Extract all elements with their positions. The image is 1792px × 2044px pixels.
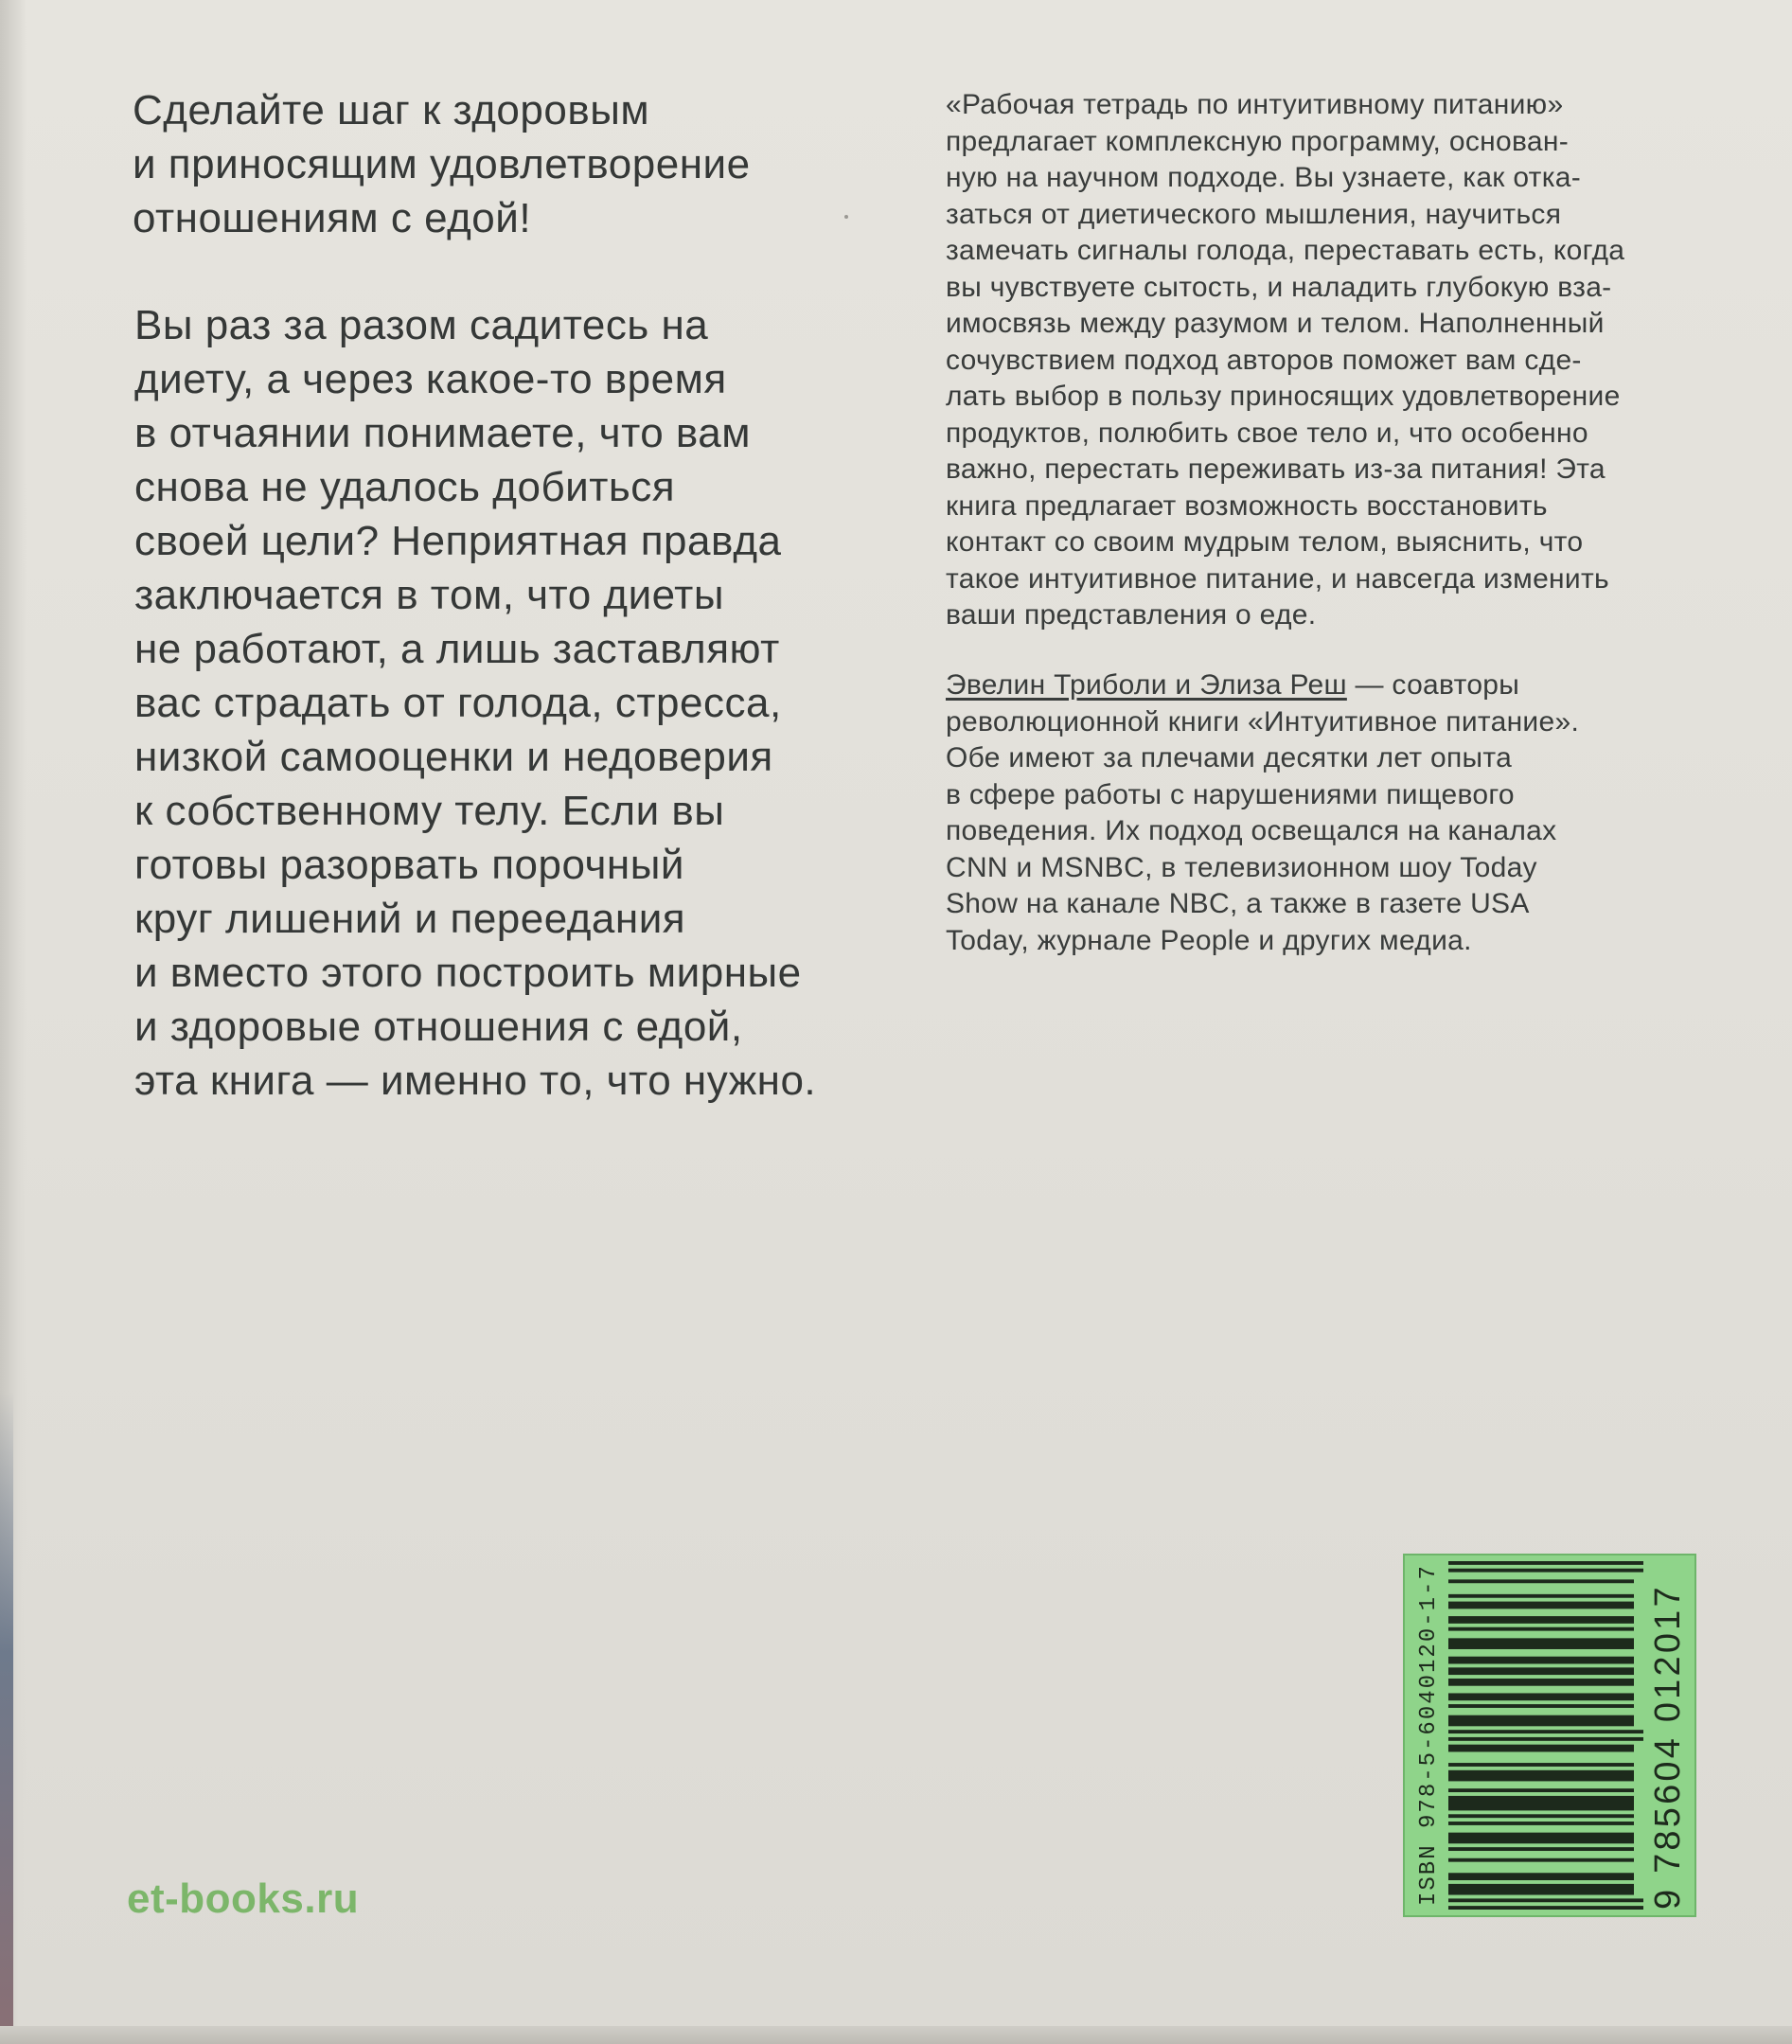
authors-names: Эвелин Триболи и Элиза Реш bbox=[946, 669, 1347, 701]
isbn-label: ISBN 978-5-6040120-1-7 bbox=[1416, 1564, 1442, 1906]
barcode-bar bbox=[1448, 1873, 1634, 1880]
blurb-right-column: «Рабочая тетрадь по интуитивному питанию» предлагает комплексную программу, основан- ную на научном подходе. Вы узнаете, как отка- заться от диетического мышления, научиться замечать сигналы голода, переставать есть, когда вы чувствуете сытость, и наладить глубокую вза- имосвязь между разумом и телом. Наполненный сочувствием подход авторов поможет вам сде- лать выбор в пользу приносящих удовлетворение продуктов, полюбить свое тело и, что особенно важно, перестать переживать из-за питания! Эта книга предлагает возможность восстановить контакт со своим мудрым телом, выяснить, что такое интуитивное питание, и навсегда изменить ваши представления о еде. bbox=[946, 89, 1625, 631]
barcode-bar bbox=[1448, 1858, 1634, 1862]
barcode-bar bbox=[1448, 1679, 1634, 1686]
cover-bottom-edge bbox=[0, 2026, 1792, 2044]
barcode-guard-bar bbox=[1448, 1569, 1643, 1573]
barcode-rotated-group bbox=[1407, 1555, 1696, 1915]
barcode-bar bbox=[1448, 1833, 1634, 1844]
barcode-bar bbox=[1448, 1763, 1634, 1767]
barcode-guard-bar bbox=[1448, 1730, 1643, 1733]
barcode-bar bbox=[1448, 1822, 1634, 1825]
barcode-bar bbox=[1448, 1745, 1634, 1752]
ean-digits: 9 785604 012017 bbox=[1648, 1584, 1688, 1910]
barcode-bars bbox=[1448, 1561, 1643, 1910]
barcode-bar bbox=[1448, 1602, 1634, 1609]
cover-left-edge-shadow bbox=[0, 1392, 13, 2044]
publisher-website: et-books.ru bbox=[127, 1875, 360, 1922]
barcode-bar bbox=[1448, 1704, 1634, 1708]
barcode-guard-bar bbox=[1448, 1898, 1643, 1902]
barcode-bar bbox=[1448, 1814, 1634, 1818]
barcode-bar bbox=[1448, 1667, 1634, 1675]
authors-description: — соавторы революционной книги «Интуитивное питание». Обе имеют за плечами десятки лет опыта в сфере работы с нарушениями пищевого поведения. Их подход освещался на каналах CNN и MSNBC, в телевизионном шоу Today Show на канале NBC, а также в газете USA Today, журнале People и других медиа. bbox=[946, 669, 1580, 956]
barcode-bar bbox=[1448, 1884, 1634, 1895]
barcode-bar bbox=[1448, 1788, 1634, 1792]
barcode-bar bbox=[1448, 1693, 1634, 1700]
isbn-barcode-sticker bbox=[1403, 1554, 1696, 1917]
authors-paragraph bbox=[946, 667, 1722, 959]
barcode-bar bbox=[1448, 1627, 1634, 1631]
barcode-bar bbox=[1448, 1770, 1634, 1782]
barcode-guard-bar bbox=[1448, 1561, 1643, 1565]
barcode-bar bbox=[1448, 1796, 1634, 1810]
barcode-bar bbox=[1448, 1579, 1634, 1583]
barcode-bar bbox=[1448, 1847, 1634, 1851]
lead-heading: Сделайте шаг к здоровым и приносящим удовлетворение отношениям с едой! bbox=[133, 87, 751, 241]
blurb-left-column: Вы раз за разом садитесь на диету, а через какое-то время в отчаянии понимаете, что вам снова не удалось добиться своей цели? Неприятная правда заключается в том, что диеты не работают, а лишь заставляют вас страдать от голода, стресса, низкой самооценки и недоверия к собственному телу. Если вы готовы разорвать порочный круг лишений и переедания и вместо этого построить мирные и здоровые отношения с едой, эта книга — именно то, что нужно. bbox=[134, 302, 817, 1104]
barcode-bar bbox=[1448, 1638, 1634, 1649]
barcode-bar bbox=[1448, 1616, 1634, 1624]
barcode-guard-bar bbox=[1448, 1737, 1643, 1741]
barcode-guard-bar bbox=[1448, 1906, 1643, 1910]
barcode-bar bbox=[1448, 1594, 1634, 1598]
barcode-bar bbox=[1448, 1715, 1634, 1727]
barcode-bar bbox=[1448, 1657, 1634, 1664]
